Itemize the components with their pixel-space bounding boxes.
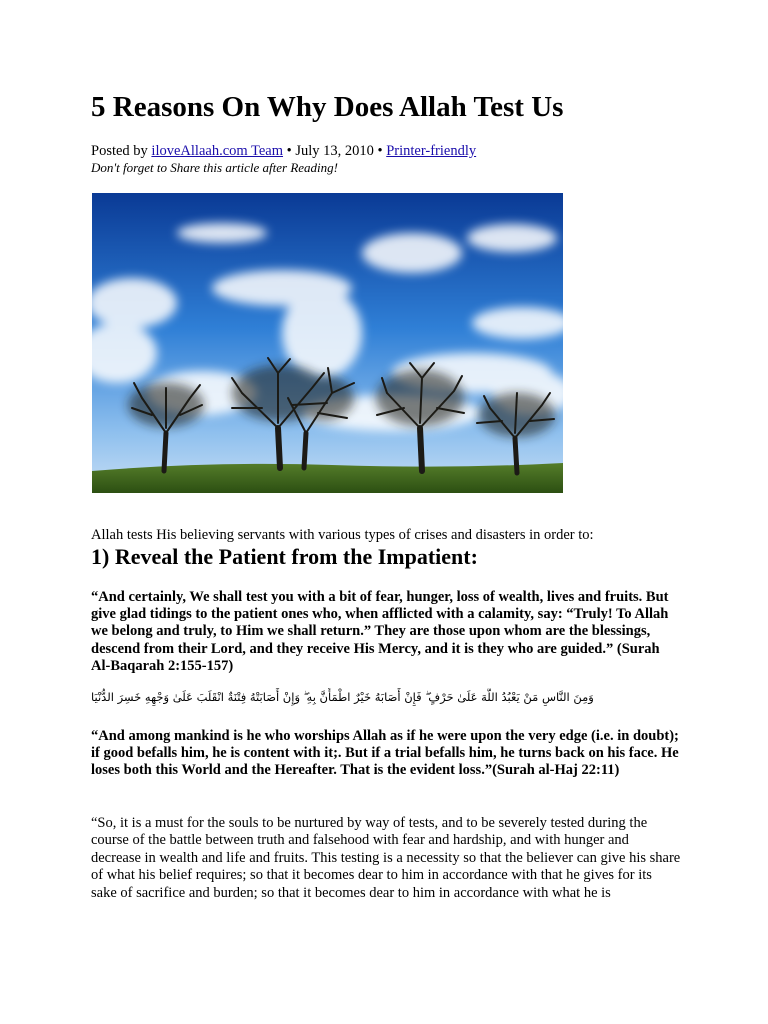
hero-image [92,193,563,493]
byline-date: • July 13, 2010 • [283,143,387,159]
byline [91,142,476,160]
intro-text: Allah tests His believing servants with various types of crises and disasters in order to: [91,526,594,543]
quran-quote-haj: “And among mankind is he who worships Allah as if he were upon the very edge (i.e. in doubt); if good befalls him, he is content with it;. But if a trial befalls him, he turns back on his face. He loses both this World and the Hereafter. That is the evident loss.”(Surah al-Haj 22:11) [91,728,679,779]
sky-trees-photo [92,193,563,493]
printer-friendly-link[interactable]: Printer-friendly [386,143,477,159]
section-heading-1: 1) Reveal the Patient from the Impatient: [91,544,478,569]
byline-prefix: Posted by [91,143,152,159]
arabic-verse: وَمِنَ النَّاسِ مَنْ يَعْبُدُ اللَّهَ عَلَىٰ حَرْفٍ ۖ فَإِنْ أَصَابَهُ خَيْرٌ اطْمَأَنَّ بِهِ ۖ وَإِنْ أَصَابَتْهُ فِتْنَةٌ انْقَلَبَ عَلَىٰ وَجْهِهِ خَسِرَ الدُّنْيَا [91,690,594,704]
body-paragraph: “So, it is a must for the souls to be nurtured by way of tests, and to be severely tested during the course of the battle between truth and falsehood with fear and hardship, and with hunger and decrease in wealth and life and fruits. This testing is a necessity so that the believer can give his share of what his belief requires; so that it becomes dear to him in accordance with that he gives for its sake of sacrifice and burden; so that it becomes dear to him in accordance with what he is [91,815,681,901]
article-title: 5 Reasons On Why Does Allah Test Us [91,91,564,123]
author-link[interactable]: iloveAllaah.com Team [151,143,284,159]
quran-quote-baqarah: “And certainly, We shall test you with a bit of fear, hunger, loss of wealth, lives and fruits. But give glad tidings to the patient ones who, when afflicted with a calamity, say: “Truly! To Allah we belong and truly, to Him we shall return.” They are those upon whom are the blessings, descend from their Lord, and they receive His Mercy, and it is they who are guided.” (Surah Al-Baqarah 2:155-157) [91,589,669,674]
share-reminder: Don't forget to Share this article after Reading! [91,160,338,175]
